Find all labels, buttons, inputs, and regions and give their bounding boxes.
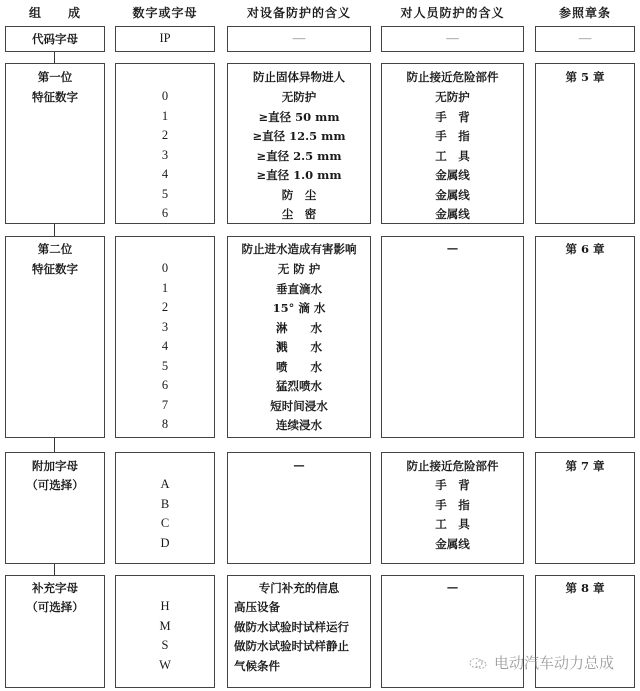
equipment-title: — xyxy=(293,458,305,472)
equipment-item: ≥直径 50 mm xyxy=(258,110,340,124)
second-digit-equipment-box xyxy=(227,236,371,438)
personnel-item: 金属线 xyxy=(435,537,470,551)
equipment-item: 短时间浸水 xyxy=(270,399,328,413)
equipment-item: ≥直径 12.5 mm xyxy=(252,129,346,143)
digit-value: 7 xyxy=(161,398,169,412)
equipment-item: 猛烈喷水 xyxy=(276,379,322,393)
equipment-item: 喷 水 xyxy=(276,360,322,374)
personnel-title: 防止接近危险部件 xyxy=(406,459,499,473)
first-digit-composition-box xyxy=(5,63,105,224)
equipment-item: 15° 滴 水 xyxy=(272,301,326,315)
code-reference-value: — xyxy=(578,31,592,45)
header-digit-or-letter: 数字或字母 xyxy=(132,6,198,20)
personnel-item: 手 背 xyxy=(435,110,470,124)
digit-value: 1 xyxy=(161,281,169,295)
watermark-text: 电动汽车动力总成 xyxy=(494,654,615,672)
equipment-item: 淋 水 xyxy=(276,321,322,335)
digit-value: 5 xyxy=(161,359,169,373)
composition-line: 附加字母 xyxy=(32,459,78,473)
reference-label: 第 8 章 xyxy=(565,581,605,595)
ip-box xyxy=(115,26,215,52)
reference-label: 第 7 章 xyxy=(565,459,605,473)
digit-value: 0 xyxy=(161,89,169,103)
second-digit-reference-box xyxy=(535,236,635,438)
code-equipment-box xyxy=(227,26,371,52)
equipment-item: ≥直径 2.5 mm xyxy=(256,149,342,163)
equipment-item: 防 尘 xyxy=(281,188,317,202)
supplementary-letter-equipment-box xyxy=(227,575,371,688)
reference-label: 第 5 章 xyxy=(565,70,605,84)
equipment-title: 防止固体异物进人 xyxy=(253,70,345,84)
watermark xyxy=(468,652,614,673)
additional-letter-values-box xyxy=(115,452,215,564)
code-personnel-box xyxy=(381,26,524,52)
connector-line xyxy=(54,52,55,63)
first-digit-personnel-box xyxy=(381,63,524,224)
equipment-item: 连续浸水 xyxy=(276,418,322,432)
digit-value: 3 xyxy=(161,320,169,334)
digit-value: 3 xyxy=(161,148,169,162)
digit-value: 5 xyxy=(161,187,169,201)
personnel-title: — xyxy=(446,241,459,255)
additional-letter-composition-box xyxy=(5,452,105,564)
header-composition: 组 成 xyxy=(28,6,81,20)
supplementary-letter-values-box xyxy=(115,575,215,688)
equipment-item: 做防水试验时试样运行 xyxy=(234,620,349,634)
supplementary-letter-composition-box xyxy=(5,575,105,688)
composition-line: 第二位 xyxy=(37,242,73,256)
first-digit-reference-box xyxy=(535,63,635,224)
additional-letter-personnel-box xyxy=(381,452,524,564)
personnel-title: 防止接近危险部件 xyxy=(406,70,499,84)
additional-letter-equipment-box xyxy=(227,452,371,564)
wechat-icon xyxy=(468,656,488,670)
composition-line: 第一位 xyxy=(37,70,73,84)
code-equipment-value: — xyxy=(292,31,306,45)
personnel-item: 手 背 xyxy=(435,478,470,492)
header-equipment-meaning: 对设备防护的含义 xyxy=(246,6,351,20)
first-digit-values-box xyxy=(115,63,215,224)
equipment-item: 高压设备 xyxy=(234,600,280,614)
composition-line: （可选择） xyxy=(26,478,84,492)
digit-value: 4 xyxy=(161,339,169,353)
personnel-title: — xyxy=(446,580,459,594)
equipment-item: 尘 密 xyxy=(281,207,317,221)
personnel-item: 手 指 xyxy=(435,498,470,512)
equipment-item: 无 防 护 xyxy=(277,262,321,276)
personnel-item: 手 指 xyxy=(435,129,470,143)
digit-value: 1 xyxy=(161,109,169,123)
equipment-title: 防止进水造成有害影响 xyxy=(241,242,357,256)
additional-letter-reference-box xyxy=(535,452,635,564)
composition-line: 特征数字 xyxy=(32,262,78,276)
reference-label: 第 6 章 xyxy=(565,242,605,256)
digit-value: 6 xyxy=(161,206,169,220)
equipment-item: 垂直滴水 xyxy=(276,282,322,296)
code-personnel-value: — xyxy=(446,31,459,45)
letter-value: W xyxy=(159,658,171,672)
letter-value: M xyxy=(159,619,171,633)
code-letter-box xyxy=(5,26,105,52)
equipment-item: 气候条件 xyxy=(234,659,280,673)
letter-value: B xyxy=(160,497,170,511)
code-reference-box xyxy=(535,26,635,52)
letter-value: A xyxy=(160,477,170,491)
second-digit-values-box xyxy=(115,236,215,438)
equipment-title: 专门补充的信息 xyxy=(258,581,340,595)
digit-value: 0 xyxy=(161,261,169,275)
header-reference: 参照章条 xyxy=(558,6,611,20)
personnel-item: 无防护 xyxy=(435,90,470,104)
letter-value: D xyxy=(160,536,170,550)
ip-label: IP xyxy=(159,31,171,45)
digit-value: 6 xyxy=(161,378,169,392)
first-digit-equipment-box xyxy=(227,63,371,224)
equipment-item: 做防水试验时试样静止 xyxy=(234,639,349,653)
composition-line: 补充字母 xyxy=(32,581,78,595)
equipment-item: 无防护 xyxy=(281,90,317,104)
personnel-item: 工 具 xyxy=(435,517,470,531)
equipment-item: 溅 水 xyxy=(276,340,322,354)
letter-value: S xyxy=(161,638,169,652)
composition-line: （可选择） xyxy=(26,600,84,614)
connector-line xyxy=(54,564,55,575)
personnel-item: 金属线 xyxy=(435,168,470,182)
header-personnel-meaning: 对人员防护的含义 xyxy=(400,6,505,20)
code-letter-label: 代码字母 xyxy=(32,32,78,46)
digit-value: 2 xyxy=(161,300,169,314)
digit-value: 2 xyxy=(161,128,169,142)
connector-line xyxy=(54,438,55,452)
digit-value: 8 xyxy=(161,417,169,431)
connector-line xyxy=(54,224,55,236)
second-digit-personnel-box xyxy=(381,236,524,438)
equipment-item: ≥直径 1.0 mm xyxy=(256,168,342,182)
composition-line: 特征数字 xyxy=(32,90,78,104)
personnel-item: 金属线 xyxy=(435,188,470,202)
letter-value: C xyxy=(160,516,170,530)
personnel-item: 金属线 xyxy=(435,207,470,221)
letter-value: H xyxy=(160,599,170,613)
second-digit-composition-box xyxy=(5,236,105,438)
digit-value: 4 xyxy=(161,167,169,181)
personnel-item: 工 具 xyxy=(435,149,470,163)
